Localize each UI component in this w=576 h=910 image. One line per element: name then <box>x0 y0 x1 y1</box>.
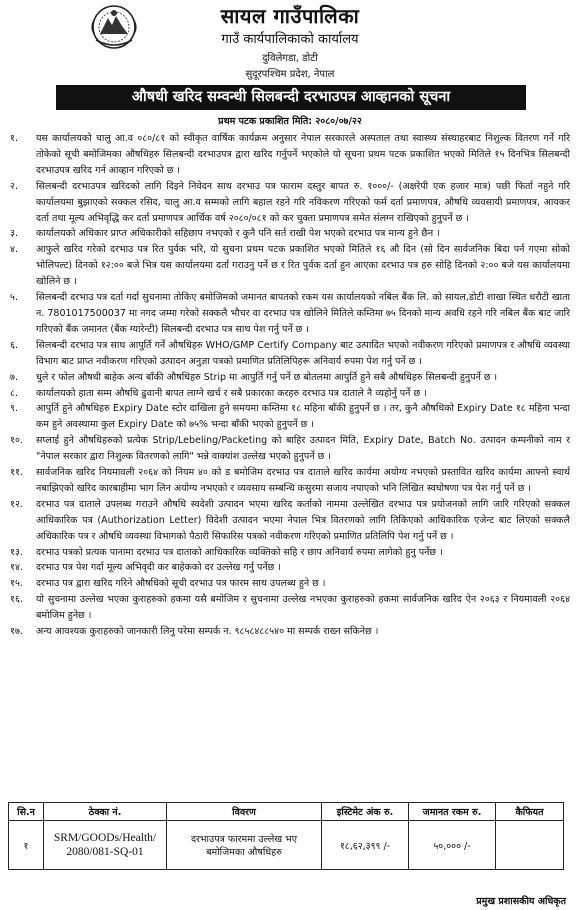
item-text: सिलबन्दी दरभाउ पत्र दर्ता गर्दा सुचनामा तोकिए बमोजिमको जमानत बापतको रकम यस कार्यालयको नबिल बैंक लि. को सायल,डोटी शाखा स्थित धरौटी खाता न. 7801017500037 मा नगद जम्मा गरेको सक्कलै भौचर वा दरभाउ पत्र खोलिने मितिले कम्तिमा ७५ दिनको मान्य अवधि रहने गरि नबिल बैंक बाट जारि गरिएको बैंक जमानत (बैंक ग्यारेन्टी) सिलबन्दी दरभाउ पत्र साथ पेश गर्नु पर्ने छ । <box>36 292 570 335</box>
list-item <box>0 592 576 624</box>
item-text: सिलबन्दी दरभाउपत्र खरिदको लागि दिइने निवेदन साथ दरभाउ पत्र फाराम दस्तुर बापत रु. १०००/- (अक्षरेपी एक हजार मात्र) पछी फिर्ता नहुने गरि कार्यालयमा बुझाएको सक्कल रसिद, चालु आ.व सम्मको लागि बहाल रहने गरि नविकरण गरिएको फर्म दर्ता प्रमाणपत्र, औषधि व्यवसायी प्रमाणपत्र, आयकर दर्ता तथा मूल्य अभिवृद्धि कर दर्ता प्रमाणपत्र आर्थिक वर्ष २०८०/०८१ को कर चुक्ता प्रमाणपत्र समेत संलग्न राखिएको हुनुपर्ने छ । <box>36 180 570 224</box>
item-number: ३. <box>10 228 18 240</box>
item-text: अन्य आवश्यक कुराहरुको जानकारी लिनु परेमा सम्पर्क न. ९८५८४८८५४० मा सम्पर्क राख्न सकिनेछ । <box>36 626 379 638</box>
notice-items <box>0 131 576 640</box>
item-number: १२. <box>10 498 23 510</box>
list-item <box>0 497 576 545</box>
item-text: सार्वजनिक खरिद नियमावली २०६४ को नियम ४० को ड बमोजिम दरभाउ पत्र दाताले खरिद कार्यमा अयोग्य नभएको प्रस्तावित खरिद कार्यमा आफ्नो स्वार्थ नबाझिएको खरिद कारबाहीमा भाग लिन अयोग्य नभएको र व्यवसाय सम्बन्धि कसुरमा सजाय नपाएको भनि लिखित स्वघोषणा पत्र पेश गर्नु पर्ने छ । <box>36 467 570 494</box>
col-header-remarks: कैफियत <box>496 803 564 821</box>
list-item <box>0 131 576 179</box>
item-text: सप्लाई हुने औषधिहरुको प्रत्येक Strip/Lebeling/Packeting को बाहिर उत्पादन मिति, Expiry Date, Batch No. उत्पादन कम्पनीको नाम र "नेपाल सरकार द्वारा निशुल्क वितरणको लागि" भन्ने वाक्यांश उल्लेख भएको हुनुपर्ने छ । <box>36 435 570 463</box>
notice-title: औषधी खरिद सम्वन्धी सिलबन्दी दरभाउपत्र आव्हानको सूचना <box>56 85 526 110</box>
cell-contract-no <box>44 821 167 870</box>
item-text: आपुर्ति हुने औषधिहरु Expiry Date स्टोर दाखिला हुने समयमा कम्तिमा १८ महिना बाँकी हुनुपर्ने छ । तर, कुनै औषधिको Expiry Date १८ महिना भन्दा कम हुने अवस्थामा कुल Expiry Date को ७५% भन्दा बाँकी भएको हुनुपर्ने छ । <box>36 403 570 431</box>
list-item <box>0 576 576 592</box>
item-text: सिलबन्दी दरभाउ पत्र साथ आपुर्ति गर्ने औषधिहरु WHO/GMP Certify Company बाट उत्पादित भएको नवीकरण गरिएको प्रमाणपत्र र औषधि व्यवस्था विभाग बाट प्राप्त नवीकरण गरिएको उत्पादन अनुज्ञा पत्रको प्रमाणित प्रतिलिपिहरू अनिवार्य रुपमा पेश गर्नु पर्ने छ । <box>36 339 570 367</box>
item-number: १५. <box>10 578 23 590</box>
publication-date: प्रथम पटक प्रकाशित मिति: २०८०/०७/२२ <box>218 116 362 127</box>
list-item <box>0 433 576 465</box>
col-header-estimate: इस्टिमेट अंक रु. <box>322 803 409 821</box>
item-text: कार्यालयको हाता सम्म औषधि ढुवानी बापत लाग्ने खर्च र सबै प्रकारका करहरु दरभाउ पत्र दाताले नै व्यहोर्नु पर्ने छ । <box>36 387 427 399</box>
item-number: ७. <box>10 371 18 383</box>
col-header-sn: सि.न <box>9 803 44 821</box>
item-text: धुले र फोल औषधी बाहेक अन्य बाँकी औषधिहरु Strip मा आपुर्ति गर्नु पर्ने छ बोतलमा आपुर्ति हुने सबै औषधिहरु सिलबन्दी हुनुपर्ने छ । <box>36 371 498 383</box>
list-item <box>0 179 576 227</box>
col-header-guarantee: जमानत रकम रु. <box>409 803 496 821</box>
contract-no-line-1: SRM/GOODs/Health/ <box>53 832 157 844</box>
item-number: १७. <box>10 626 23 638</box>
item-number: १४. <box>10 562 23 574</box>
item-text: यस कार्यालयको चालु आ.व ०८०/८१ को स्वीकृत वार्षिक कार्यक्रम अनुसार नेपाल सरकारले अस्पताल तथा स्वास्थ्य संस्थाहरबाट निशुल्क वितरण गर्ने गरि तोकेको सूची बमोजिमका औषधिहरु सिलबन्दी दरभाउपत्र द्वारा खरिद गर्नुपर्ने भएकोले यो सूचना प्रथम पटक प्रकाशित भएको मितिले १५ दिनभित्र सिलबन्दी दरभाउपत्र खरिद गर्न आव्हान गरिएको छ । <box>36 133 570 176</box>
item-number: १३. <box>10 546 23 558</box>
office-province: सुदूरपश्चिम प्रदेश, नेपाल <box>245 69 335 80</box>
list-item <box>0 370 576 386</box>
cell-description <box>167 821 322 870</box>
item-number: ६. <box>10 339 18 351</box>
item-text: दरभाउ पत्र पेश गर्दा मूल्य अभिवृदी कर बाहेकको दर उल्लेख गर्नु पर्नेछ । <box>36 562 281 574</box>
item-text: दरभाउ पत्र द्वारा खरिद गरिने औषधिको सूची दरभाउ पत्र फारम साथ उपलब्ध हुने छ । <box>36 578 326 590</box>
item-number: ११. <box>10 467 23 479</box>
contract-no-line-2: 2080/081-SQ-01 <box>66 846 144 858</box>
item-number: ९. <box>10 403 18 415</box>
list-item <box>0 386 576 402</box>
list-item <box>0 338 576 370</box>
item-number: १६. <box>10 594 23 606</box>
list-item <box>0 465 576 497</box>
item-text: दरभाउ पत्रको प्रत्यक पानामा दरभाउ पत्र दाताको आधिकारिक व्यक्तिको सहि र छाप अनिवार्य रुपमा लागेको हुनु पर्नेछ । <box>36 546 443 558</box>
nepal-emblem-icon <box>86 4 142 50</box>
list-item <box>0 560 576 576</box>
item-text: दरभाउ पत्र दाताले उपलब्ध गराउने औषधि स्वदेशी उत्पादन भएमा खरिद कर्ताको नाममा उल्लेखित दरभाउ पत्र प्रयोजनको लागि जारि गरिएको सक्कल आधिकारिक पत्र (Authorization Letter) विदेशी उत्पादन भएमा नेपाल भित्र वितरणको लागि तिकिएको आधिकारिक एजेन्ट बाट लिएको सक्कलै अधिकारिक पत्र र औषधि व्यवस्था विभागको पैठारी सिफारिस पत्रको नवीकरण गरिएको प्रमाणित प्रतिलिपि पेश गर्नु पर्ने छ । <box>36 498 570 542</box>
office-address: दुविलेगडा, डोटी <box>262 53 318 64</box>
cell-sn: १ <box>9 821 44 870</box>
table-header-row <box>9 803 564 821</box>
item-number: १. <box>10 133 18 144</box>
list-item <box>0 226 576 242</box>
item-number: ५. <box>10 292 18 304</box>
item-number: ४. <box>10 244 18 256</box>
item-number: २. <box>10 180 18 192</box>
item-number: १०. <box>10 435 23 447</box>
description-line-2: बमोजिमका औषधिहरु <box>206 847 282 858</box>
list-item <box>0 242 576 290</box>
list-item <box>0 401 576 433</box>
cell-estimate: १८,६२,३९९ /- <box>322 821 409 870</box>
item-number: ८. <box>10 387 18 399</box>
cell-guarantee: ५०,००० /- <box>409 821 496 870</box>
table-row <box>9 821 564 870</box>
tender-table <box>8 802 564 870</box>
col-header-contract-no: ठेक्का नं. <box>44 803 167 821</box>
item-text: कार्यालयको अधिकार प्राप्त अधिकारीको सहिछाप नभएको र कुनै पनि सर्त राखी पेश भएको दरभाउ पत्र मान्य हुने छैन । <box>36 228 440 240</box>
signatory-title: प्रमुख प्रशासकीय अधिकृत <box>476 896 566 907</box>
office-name: सायल गाउँपालिका <box>220 4 360 28</box>
list-item <box>0 624 576 640</box>
col-header-description: विवरण <box>167 803 322 821</box>
cell-remarks <box>496 821 564 870</box>
list-item <box>0 545 576 561</box>
description-line-1: दरभाउपत्र फारममा उल्लेख भए <box>190 834 298 845</box>
office-subtitle: गाउँ कार्यपालिकाको कार्यालय <box>221 32 359 47</box>
list-item <box>0 290 576 338</box>
item-text: यो सुचनामा उल्लेख भएका कुराहरुको हकमा यसै बमोजिम र सुचनामा उल्लेख नभएका कुराहरुको हकमा सार्वजनिक खरिद ऐन २०६३ र नियमावली २०६४ बमोजिम हुनेछ । <box>36 594 570 622</box>
item-text: आफुले खरिद गरेको दरभाउ पत्र रित पुर्वक भरि, यो सुचना प्रथम पटक प्रकाशित भएको मितिले १६ औ दिन (सो दिन सार्वजनिक बिदा पर्न गएमा सोको भोलिपल्ट) दिनको १२:०० बजे भित्र यस कार्यालयमा दर्ता गराउनु पर्ने छ र रित पुर्वक दर्ता हुन आएका दरभाउ पत्र हरु सोहि दिनको २:०० बजे यस कार्यालयमा खोलिने छ । <box>36 244 570 288</box>
